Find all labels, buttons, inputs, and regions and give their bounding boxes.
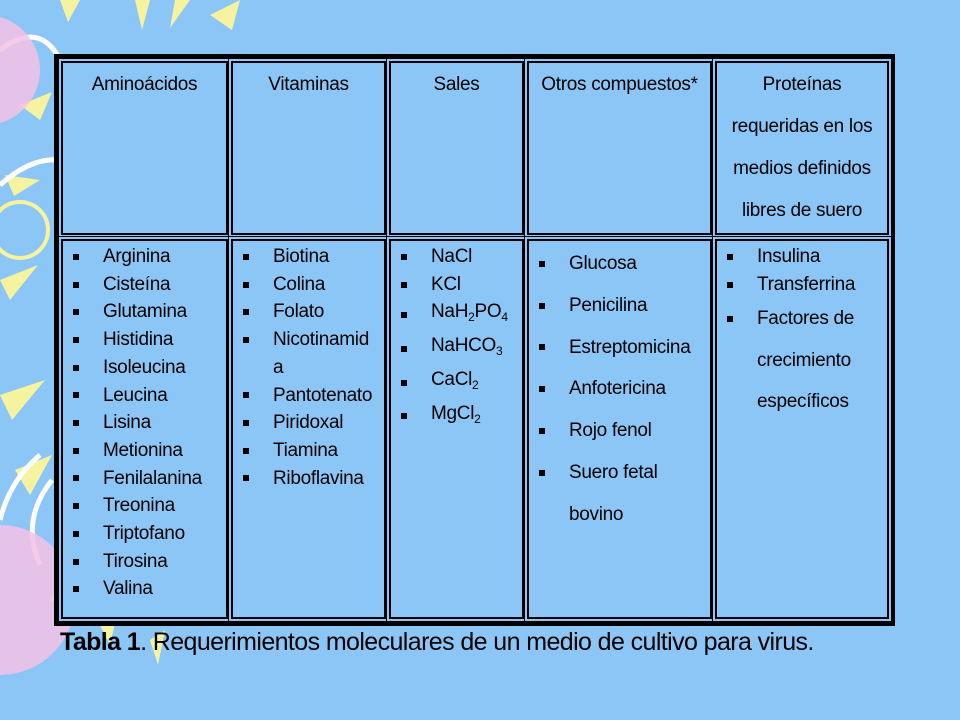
- item-text: Glucosa: [569, 253, 637, 274]
- header-sales: Sales: [433, 74, 480, 95]
- item-text: Factores de: [757, 308, 855, 330]
- header-cell-aminoacidos: [58, 58, 231, 238]
- body-cell-proteinas: [712, 236, 892, 622]
- item-text: Insulina: [757, 246, 821, 267]
- list-item: [63, 326, 226, 354]
- item-text: Leucina: [103, 384, 168, 406]
- item-text: Tirosina: [103, 550, 168, 572]
- bullet-icon: [243, 448, 249, 454]
- list-item: [63, 382, 226, 410]
- item-text: Triptofano: [103, 523, 185, 545]
- list-item: [63, 575, 226, 603]
- header-cell-proteinas: [712, 58, 892, 238]
- list-item: [63, 271, 226, 299]
- bullet-icon: [539, 344, 545, 350]
- caption-text: . Requerimientos moleculares de un medio de cultivo para virus.: [140, 628, 814, 656]
- formula-part: NaCl: [431, 246, 473, 267]
- formula-subscript: 4: [501, 310, 508, 325]
- body-cell-sales: [386, 236, 527, 622]
- bullet-icon: [73, 392, 79, 398]
- list-item: [529, 368, 710, 410]
- item-text: Fenilalanina: [103, 467, 202, 489]
- item-text: Suero fetal: [569, 461, 658, 483]
- list-item: [63, 354, 226, 382]
- bullet-icon: [539, 261, 545, 267]
- bullet-icon: [727, 316, 733, 322]
- bullet-icon: [401, 346, 407, 352]
- list-item: [529, 285, 710, 327]
- list-item: [717, 271, 887, 299]
- bullet-icon: [73, 586, 79, 592]
- item-text: Penicilina: [569, 294, 648, 316]
- bullet-icon: [73, 559, 79, 565]
- list-item: [529, 494, 710, 536]
- list-item: [233, 243, 384, 271]
- list-item: [717, 340, 887, 382]
- bullet-icon: [73, 531, 79, 537]
- bullet-icon: [243, 420, 249, 426]
- header-otros-compuestos: Otros compuestos*: [541, 74, 698, 95]
- list-item: [391, 332, 522, 366]
- list-item: [233, 409, 384, 437]
- bullet-icon: [73, 420, 79, 426]
- list-item: [717, 298, 887, 340]
- list-proteinas: [717, 243, 887, 423]
- item-text: Pantotenato: [273, 384, 373, 406]
- item-text: Nicotinamid: [273, 329, 369, 351]
- list-item: [529, 452, 710, 494]
- formula-subscript: 2: [468, 310, 475, 325]
- bullet-icon: [401, 380, 407, 386]
- formula-part: PO: [474, 301, 502, 323]
- list-item: [63, 465, 226, 493]
- item-text: Metionina: [103, 439, 183, 461]
- item-text: Rojo fenol: [569, 420, 652, 442]
- header-proteinas-line: libres de suero: [741, 200, 863, 221]
- bullet-icon: [243, 282, 249, 288]
- bullet-icon: [73, 448, 79, 454]
- bullet-icon: [73, 337, 79, 343]
- list-item: [717, 243, 887, 271]
- item-text: Tiamina: [273, 439, 338, 461]
- list-item: [529, 327, 710, 369]
- item-text: Folato: [273, 301, 325, 323]
- bullet-icon: [539, 386, 545, 392]
- caption-label: Tabla 1: [60, 628, 141, 656]
- bullet-icon: [243, 337, 249, 343]
- bullet-icon: [727, 282, 733, 288]
- list-item: [63, 548, 226, 576]
- list-item: [63, 243, 226, 271]
- item-text: Treonina: [103, 495, 175, 517]
- table-caption: [60, 628, 814, 657]
- formula-subscript: 2: [472, 377, 479, 392]
- list-item: [63, 520, 226, 548]
- bullet-icon: [73, 365, 79, 371]
- bullet-icon: [243, 475, 249, 481]
- list-item: [233, 465, 384, 493]
- list-item: [233, 326, 384, 354]
- bullet-icon: [243, 254, 249, 260]
- list-item: [391, 400, 522, 434]
- header-proteinas-line: medios definidos: [733, 158, 871, 179]
- header-cell-vitaminas: [228, 58, 389, 238]
- item-text: a: [273, 356, 284, 378]
- bullet-icon: [401, 312, 407, 318]
- item-text: Anfotericina: [569, 378, 666, 400]
- list-item: [233, 382, 384, 410]
- item-text: Riboflavina: [273, 467, 364, 489]
- list-sales: [391, 243, 522, 433]
- item-text: Piridoxal: [273, 412, 344, 434]
- formula-subscript: 2: [474, 411, 481, 426]
- list-item: [391, 366, 522, 400]
- bullet-icon: [539, 470, 545, 476]
- header-proteinas-line: Proteínas: [762, 74, 842, 95]
- bullet-icon: [73, 475, 79, 481]
- list-item: [63, 298, 226, 326]
- item-text: Glutamina: [103, 301, 187, 323]
- list-item: [63, 437, 226, 465]
- list-aminoacidos: [63, 243, 226, 603]
- item-text: Lisina: [103, 412, 151, 434]
- bullet-icon: [73, 503, 79, 509]
- list-item: [717, 381, 887, 423]
- list-item: [391, 243, 522, 271]
- body-cell-aminoacidos: [58, 236, 231, 622]
- body-cell-vitaminas: [228, 236, 389, 622]
- bullet-icon: [73, 254, 79, 260]
- item-text: Arginina: [103, 246, 171, 267]
- formula-part: KCl: [431, 273, 461, 295]
- bullet-icon: [727, 254, 733, 260]
- bullet-icon: [401, 282, 407, 288]
- header-cell-sales: [386, 58, 527, 238]
- header-aminoacidos: Aminoácidos: [91, 74, 198, 95]
- list-item: [391, 298, 522, 332]
- bullet-icon: [73, 282, 79, 288]
- item-text: bovino: [569, 503, 624, 525]
- item-text: Cisteína: [103, 273, 171, 295]
- list-item: [233, 437, 384, 465]
- list-item: [529, 243, 710, 285]
- item-text: Transferrina: [757, 273, 856, 295]
- bullet-icon: [73, 309, 79, 315]
- item-text: Isoleucina: [103, 356, 186, 378]
- bullet-icon: [401, 413, 407, 419]
- header-proteinas-line: requeridas en los: [731, 116, 873, 137]
- list-item: [391, 271, 522, 299]
- list-item: [63, 492, 226, 520]
- formula-part: NaHCO: [431, 335, 497, 357]
- item-text: Valina: [103, 578, 153, 600]
- header-cell-otros: [524, 58, 715, 238]
- data-table: [54, 54, 895, 626]
- list-item: [529, 410, 710, 452]
- header-vitaminas: Vitaminas: [268, 74, 349, 95]
- bullet-icon: [539, 428, 545, 434]
- item-text: Colina: [273, 273, 326, 295]
- list-item: [233, 271, 384, 299]
- list-item: [233, 354, 384, 382]
- formula-part: NaH: [431, 301, 469, 323]
- bullet-icon: [243, 392, 249, 398]
- formula-subscript: 3: [496, 344, 503, 359]
- item-text: Biotina: [273, 246, 329, 267]
- item-text: Estreptomicina: [569, 336, 691, 358]
- bullet-icon: [401, 254, 407, 260]
- formula-part: CaCl: [431, 368, 473, 390]
- bullet-icon: [243, 309, 249, 315]
- item-text: crecimiento: [757, 349, 851, 371]
- item-text: específicos: [757, 391, 849, 413]
- bullet-icon: [539, 303, 545, 309]
- item-text: Histidina: [103, 329, 174, 351]
- list-vitaminas: [233, 243, 384, 492]
- formula-part: MgCl: [431, 402, 475, 424]
- list-item: [233, 298, 384, 326]
- list-otros-compuestos: [529, 243, 710, 536]
- list-item: [63, 409, 226, 437]
- body-cell-otros: [524, 236, 715, 622]
